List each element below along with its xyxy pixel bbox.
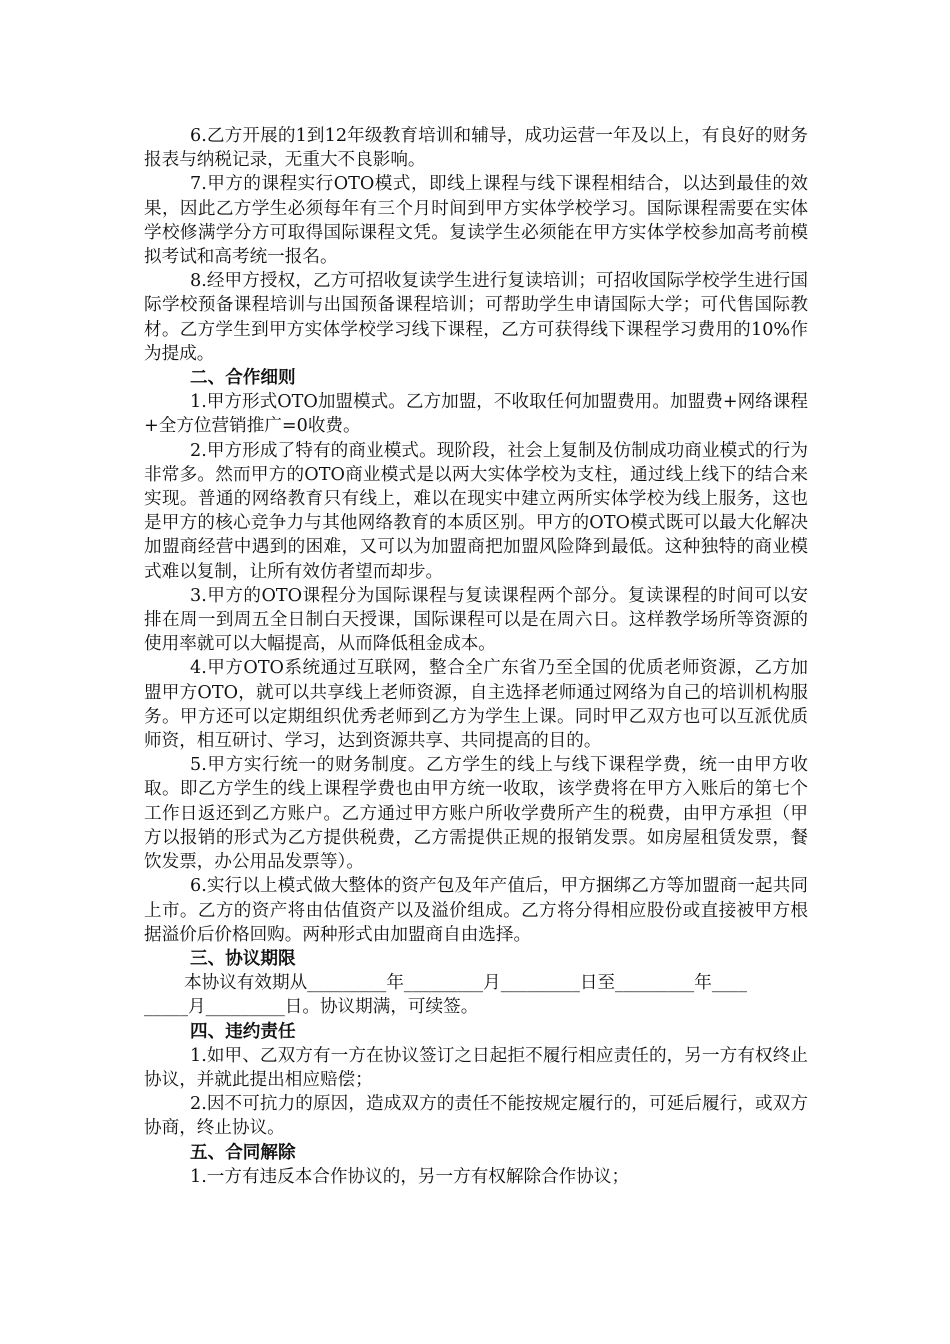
term-line-2: _____月_________日。协议期满，可续签。 (144, 997, 479, 1018)
term-line-1: 本协议有效期从_________年_________月_________日至_________年____ (184, 973, 748, 994)
liability-item-1: 1.如甲、乙双方有一方在协议签订之日起拒不履行相应责任的，另一方有权终止协议，并就此提出相应赔偿； (144, 1045, 808, 1090)
cooperation-item-4: 4.甲方OTO系统通过互联网，整合全广东省乃至全国的优质老师资源，乙方加盟甲方OTO，就可以共享线上老师资源，自主选择老师通过网络为自己的培训机构服务。甲方还可以定期组织优秀老师到乙方为学生上课。同时甲乙双方也可以互派优质师资，相互研讨、学习，达到资源共享、共同提高的目的。 (144, 658, 808, 752)
liability-item-2: 2.因不可抗力的原因，造成双方的责任不能按规定履行的，可延后履行，或双方协商，终止协议。 (144, 1094, 808, 1139)
section-heading-cooperation: 二、合作细则 (190, 367, 296, 389)
section-heading-liability: 四、违约责任 (190, 1020, 296, 1042)
cooperation-item-3: 3.甲方的OTO课程分为国际课程与复读课程两个部分。复读课程的时间可以安排在周一到周五全日制白天授课，国际课程可以是在周六日。这样教学场所等资源的使用率就可以大幅提高，从而降低租金成本。 (144, 585, 808, 655)
clause-7: 7.甲方的课程实行OTO模式，即线上课程与线下课程相结合，以达到最佳的效果，因此乙方学生必须每年有三个月时间到甲方实体学校学习。国际课程需要在实体学校修满学分方可取得国际课程文凭。复读学生必须能在甲方实体学校参加高考前模拟考试和高考统一报名。 (144, 174, 808, 268)
cooperation-item-6: 6.实行以上模式做大整体的资产包及年产值后，甲方捆绑乙方等加盟商一起共同上市。乙方的资产将由估值资产以及溢价组成。乙方将分得相应股份或直接被甲方根据溢价后价格回购。两种形式由加盟商自由选择。 (144, 876, 808, 945)
section-heading-term: 三、协议期限 (190, 947, 296, 969)
termination-item-1: 1.一方有违反本合作协议的，另一方有权解除合作协议； (190, 1166, 630, 1187)
document-body (144, 124, 808, 1189)
section-heading-termination: 五、合同解除 (190, 1141, 296, 1163)
cooperation-item-2: 2.甲方形成了特有的商业模式。现阶段，社会上复制及仿制成功商业模式的行为非常多。然而甲方的OTO商业模式是以两大实体学校为支柱，通过线上线下的结合来实现。普通的网络教育只有线上，难以在现实中建立两所实体学校为线上服务，这也是甲方的核心竞争力与其他网络教育的本质区别。甲方的OTO模式既可以最大化解决加盟商经营中遇到的困难，又可以为加盟商把加盟风险降到最低。这种独特的商业模式难以复制，让所有效仿者望而却步。 (144, 440, 808, 582)
cooperation-item-5: 5.甲方实行统一的财务制度。乙方学生的线上与线下课程学费，统一由甲方收取。即乙方学生的线上课程学费也由甲方统一收取，该学费将在甲方入账后的第七个工作日返还到乙方账户。乙方通过甲方账户所收学费所产生的税费，由甲方承担（甲方以报销的形式为乙方提供税费，乙方需提供正规的报销发票。如房屋租赁发票，餐饮发票，办公用品发票等）。 (144, 755, 808, 873)
clause-8: 8.经甲方授权，乙方可招收复读学生进行复读培训；可招收国际学校学生进行国际学校预备课程培训与出国预备课程培训；可帮助学生申请国际大学；可代售国际教材。乙方学生到甲方实体学校学习线下课程，乙方可获得线下课程学习费用的10%作为提成。 (144, 271, 808, 364)
cooperation-item-1: 1.甲方形式OTO加盟模式。乙方加盟，不收取任何加盟费用。加盟费+网络课程+全方位营销推广=0收费。 (144, 392, 808, 437)
clause-6: 6.乙方开展的1到12年级教育培训和辅导，成功运营一年及以上，有良好的财务报表与纳税记录，无重大不良影响。 (144, 126, 808, 171)
